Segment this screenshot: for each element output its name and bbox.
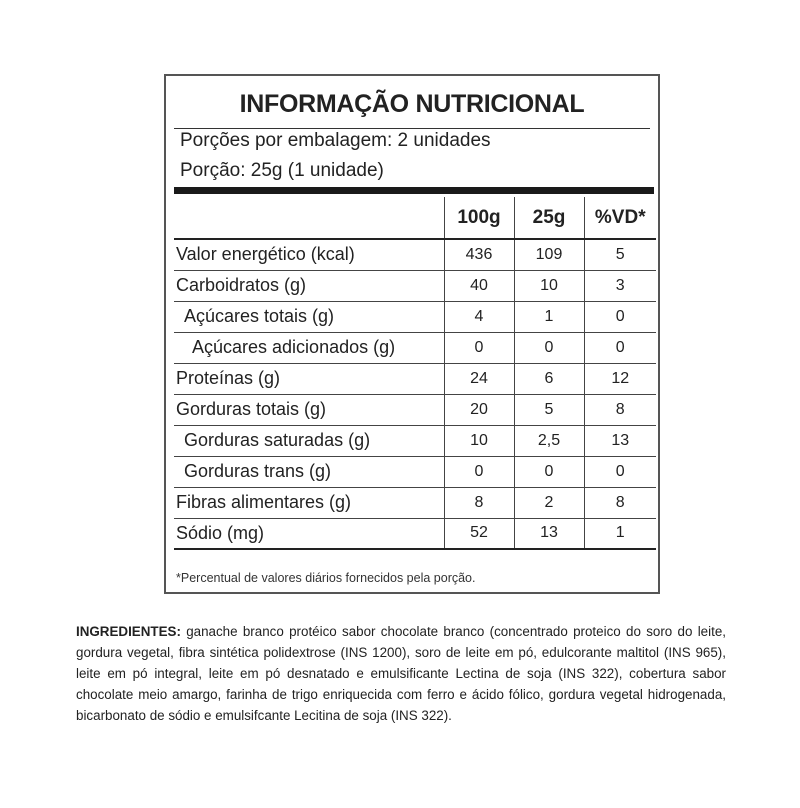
table-row [174, 301, 656, 332]
ingredients-label: INGREDIENTES: [76, 624, 181, 639]
title-divider [174, 128, 650, 129]
value-vd: 13 [584, 425, 656, 456]
value-100g: 8 [444, 487, 514, 518]
ingredients-text: ganache branco protéico sabor chocolate branco (concentrado proteico do soro do leite, gordura vegetal, fibra sintética polidextrose (INS 1200), soro de leite em pó, edulcorante maltitol (INS 965), leite em pó integral, leite em pó desnatado e emulsificante Lectina de soja (INS 322), cobertura sabor chocolate meio amargo, farinha de trigo enriquecida com ferro e ácido fólico, gordura vegetal hidrogenada, bicarbonato de sódio e emulsifcante Lecitina de soja (INS 322). [76, 624, 726, 723]
nutrient-name: Carboidratos (g) [174, 270, 444, 301]
value-25g: 2,5 [514, 425, 584, 456]
value-vd: 12 [584, 363, 656, 394]
header-100g: 100g [444, 197, 514, 239]
header-25g: 25g [514, 197, 584, 239]
value-vd: 0 [584, 332, 656, 363]
table-row [174, 239, 656, 270]
value-100g: 40 [444, 270, 514, 301]
table-row [174, 425, 656, 456]
value-100g: 436 [444, 239, 514, 270]
value-100g: 52 [444, 518, 514, 549]
ingredients-paragraph [76, 621, 726, 726]
nutrient-name: Gorduras saturadas (g) [174, 425, 444, 456]
nutrient-name: Sódio (mg) [174, 518, 444, 549]
table-row [174, 394, 656, 425]
thick-divider [174, 187, 654, 194]
value-100g: 10 [444, 425, 514, 456]
nutrient-name: Gorduras totais (g) [174, 394, 444, 425]
value-25g: 109 [514, 239, 584, 270]
value-100g: 4 [444, 301, 514, 332]
nutrient-name: Açúcares totais (g) [174, 301, 444, 332]
nutrition-facts-panel [164, 74, 660, 594]
value-100g: 0 [444, 456, 514, 487]
table-header-row [174, 197, 656, 239]
value-vd: 3 [584, 270, 656, 301]
table-row [174, 518, 656, 549]
value-25g: 0 [514, 332, 584, 363]
daily-value-footnote: *Percentual de valores diários fornecidos pela porção. [176, 571, 476, 585]
value-100g: 20 [444, 394, 514, 425]
header-vd: %VD* [584, 197, 656, 239]
value-25g: 1 [514, 301, 584, 332]
value-25g: 6 [514, 363, 584, 394]
table-row [174, 270, 656, 301]
value-vd: 5 [584, 239, 656, 270]
value-25g: 10 [514, 270, 584, 301]
value-vd: 8 [584, 487, 656, 518]
nutrient-name: Açúcares adicionados (g) [174, 332, 444, 363]
value-vd: 0 [584, 301, 656, 332]
header-blank [174, 197, 444, 239]
table-row [174, 487, 656, 518]
value-vd: 0 [584, 456, 656, 487]
value-25g: 13 [514, 518, 584, 549]
nutrient-name: Proteínas (g) [174, 363, 444, 394]
value-vd: 1 [584, 518, 656, 549]
value-vd: 8 [584, 394, 656, 425]
value-25g: 2 [514, 487, 584, 518]
nutrient-name: Valor energético (kcal) [174, 239, 444, 270]
servings-per-package: Porções por embalagem: 2 unidades [180, 130, 491, 151]
nutrient-name: Gorduras trans (g) [174, 456, 444, 487]
table-row [174, 363, 656, 394]
value-100g: 24 [444, 363, 514, 394]
value-25g: 5 [514, 394, 584, 425]
table-row [174, 332, 656, 363]
nutrition-table [174, 197, 656, 550]
serving-size: Porção: 25g (1 unidade) [180, 160, 384, 181]
table-row [174, 456, 656, 487]
value-100g: 0 [444, 332, 514, 363]
nutrient-name: Fibras alimentares (g) [174, 487, 444, 518]
nutrition-title: INFORMAÇÃO NUTRICIONAL [239, 90, 585, 118]
value-25g: 0 [514, 456, 584, 487]
